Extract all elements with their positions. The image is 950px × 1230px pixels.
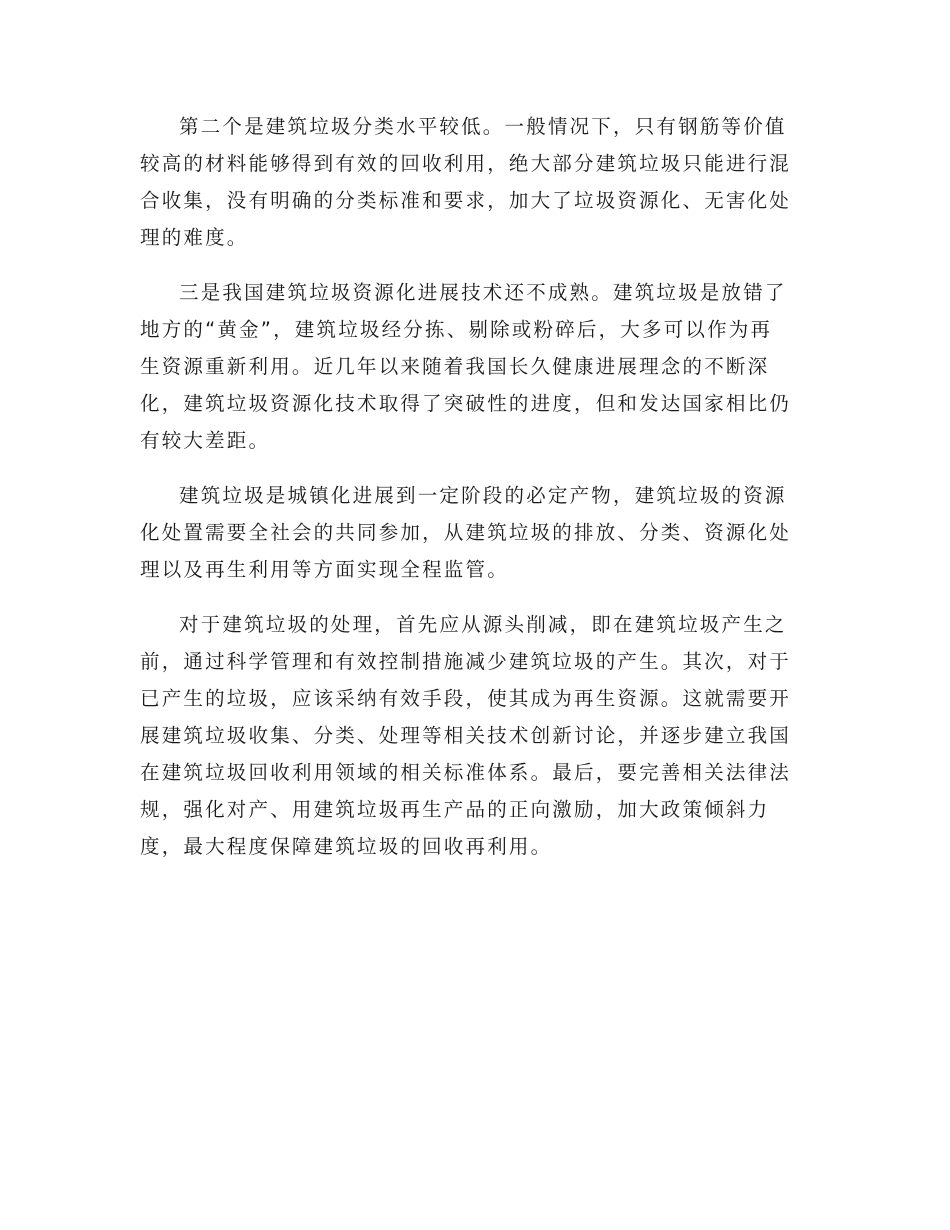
paragraph-4 xyxy=(140,606,792,865)
paragraph-line: 较高的材料能够得到有效的回收利用，绝大部分建筑垃圾只能进行混 xyxy=(140,152,792,175)
paragraph-line: 规，强化对产、用建筑垃圾再生产品的正向激励，加大政策倾斜力 xyxy=(140,798,770,821)
paragraph-line: 合收集，没有明确的分类标准和要求，加大了垃圾资源化、无害化处 xyxy=(140,189,792,212)
paragraph-2 xyxy=(140,274,792,459)
paragraph-line: 对于建筑垃圾的处理，首先应从源头削减，即在建筑垃圾产生之 xyxy=(179,613,787,636)
paragraph-line: 前，通过科学管理和有效控制措施减少建筑垃圾的产生。其次，对于 xyxy=(140,650,792,673)
paragraph-line: 化，建筑垃圾资源化技术取得了突破性的进度，但和发达国家相比仍 xyxy=(140,392,792,415)
paragraph-1 xyxy=(140,108,792,256)
paragraph-line: 有较大差距。 xyxy=(140,429,271,452)
paragraph-line: 建筑垃圾是城镇化进展到一定阶段的必定产物，建筑垃圾的资源 xyxy=(179,484,787,507)
paragraph-line: 三是我国建筑垃圾资源化进展技术还不成熟。建筑垃圾是放错了 xyxy=(179,281,787,304)
document-body xyxy=(140,108,792,883)
paragraph-line: 在建筑垃圾回收利用领域的相关标准体系。最后，要完善相关法律法 xyxy=(140,761,792,784)
paragraph-line: 化处置需要全社会的共同参加，从建筑垃圾的排放、分类、资源化处 xyxy=(140,521,792,544)
paragraph-line: 展建筑垃圾收集、分类、处理等相关技术创新讨论，并逐步建立我国 xyxy=(140,724,792,747)
paragraph-line: 生资源重新利用。近几年以来随着我国长久健康进展理念的不断深 xyxy=(140,355,770,378)
paragraph-line: 理的难度。 xyxy=(140,226,249,249)
paragraph-line: 理以及再生利用等方面实现全程监管。 xyxy=(140,558,509,581)
paragraph-line: 已产生的垃圾，应该采纳有效手段，使其成为再生资源。这就需要开 xyxy=(140,687,792,710)
paragraph-line: 度，最大程度保障建筑垃圾的回收再利用。 xyxy=(140,835,553,858)
paragraph-line: 地方的“黄金”，建筑垃圾经分拣、剔除或粉碎后，大多可以作为再 xyxy=(140,318,773,341)
paragraph-line: 第二个是建筑垃圾分类水平较低。一般情况下，只有钢筋等价值 xyxy=(179,115,787,138)
paragraph-3 xyxy=(140,477,792,588)
